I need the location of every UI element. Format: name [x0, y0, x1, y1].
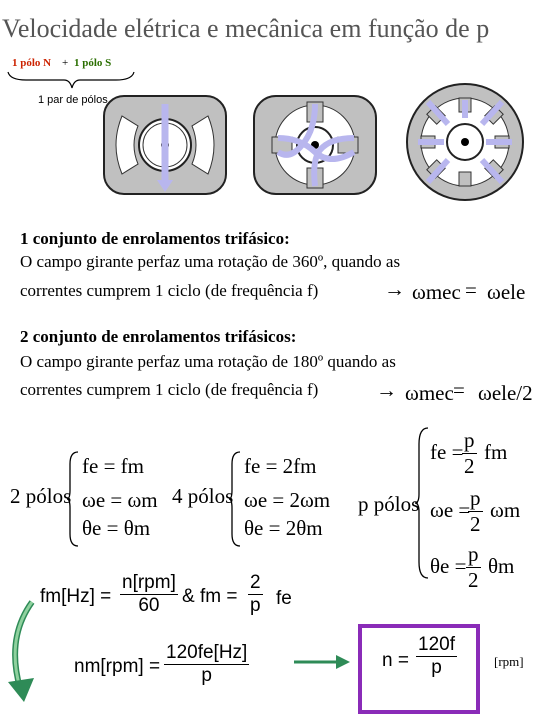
section1-omega-mec: ωmec [412, 280, 461, 304]
rpm-unit: [rpm] [494, 654, 524, 669]
section2-arrow-icon: → [376, 378, 397, 402]
box-num: 120f [418, 634, 455, 655]
p-poles-eq3-rhs: θm [488, 554, 515, 578]
page-title: Velocidade elétrica e mecânica em função de p [2, 14, 490, 43]
section1-heading: 1 conjunto de enrolamentos trifásico: [20, 229, 290, 248]
p-poles-eq3-lhs: θe = [430, 554, 467, 578]
section2-omega-ele: ωele/2 [478, 381, 533, 405]
right-arrow-icon [292, 652, 352, 672]
motor-four-poles [250, 90, 380, 200]
section1-arrow-icon: → [384, 277, 405, 301]
fm-frac [120, 572, 178, 617]
section2-omega-mec: ωmec [405, 381, 454, 405]
two-poles-eq1: fe = fm [82, 454, 144, 478]
p-poles-eq1-lhs: fe = [430, 440, 464, 464]
two-poles-eq3: θe = θm [82, 516, 151, 540]
nm-num: 120fe[Hz] [166, 642, 248, 663]
section2-line2: correntes cumprem 1 ciclo (de frequência f) [20, 380, 319, 399]
section2-line1: O campo girante perfaz uma rotação de 180º quando as [20, 352, 396, 371]
four-poles-label: 4 pólos [172, 484, 234, 508]
motor-two-poles [100, 90, 230, 200]
four-poles-brace [228, 450, 242, 548]
p-poles-eq1-num: p [464, 428, 475, 452]
fm-num2: 2 [250, 572, 261, 593]
section1-line2: correntes cumprem 1 ciclo (de frequência f) [20, 281, 319, 300]
pole-label-plus: + [62, 57, 69, 69]
section1-line1: O campo girante perfaz uma rotação de 360º, quando as [20, 252, 401, 271]
p-poles-eq2-den: 2 [470, 512, 481, 536]
fm-amp: & fm = [182, 586, 238, 607]
motor-six-poles [398, 80, 532, 204]
two-poles-brace [66, 450, 80, 548]
section1-omega-ele: ωele [487, 280, 526, 304]
two-poles-label: 2 pólos [10, 484, 72, 508]
box-den: p [431, 657, 442, 678]
p-poles-eq3-num: p [468, 542, 479, 566]
section1-equals: = [465, 278, 477, 302]
p-poles-eq1-frac [462, 428, 477, 479]
fm-tail: fe [276, 588, 292, 609]
p-poles-brace [414, 426, 430, 580]
fm-num: n[rpm] [122, 572, 176, 593]
two-poles-eq2: ωe = ωm [82, 488, 158, 512]
box-lhs: n = [382, 650, 409, 671]
fm-den2: p [250, 595, 261, 616]
p-poles-eq2-lhs: ωe = [430, 498, 471, 522]
nm-frac [164, 642, 249, 687]
p-poles-eq2-num: p [470, 486, 481, 510]
nm-den: p [201, 665, 212, 686]
p-poles-eq3-frac [466, 542, 481, 593]
pole-label-s: 1 pólo S [74, 57, 112, 69]
four-poles-eq1: fe = 2fm [244, 454, 317, 478]
pair-label: 1 par de pólos [38, 94, 108, 106]
fm-lhs: fm[Hz] = [40, 586, 112, 607]
box-frac [416, 634, 457, 679]
p-poles-eq1-rhs: fm [484, 440, 508, 464]
four-poles-eq3: θe = 2θm [244, 516, 323, 540]
section2-equals: = [453, 378, 465, 402]
pair-brace [6, 70, 136, 90]
p-poles-label: p pólos [358, 492, 420, 516]
p-poles-eq2-frac [468, 486, 483, 537]
section2-heading: 2 conjunto de enrolamentos trifásicos: [20, 327, 297, 346]
fm-den: 60 [138, 595, 160, 616]
green-curved-arrow-icon [2, 598, 52, 708]
pole-label-n: 1 pólo N [12, 57, 52, 69]
p-poles-eq2-rhs: ωm [490, 498, 521, 522]
p-poles-eq1-den: 2 [464, 454, 475, 478]
fm-frac2 [248, 572, 263, 617]
four-poles-eq2: ωe = 2ωm [244, 488, 331, 512]
p-poles-eq3-den: 2 [468, 568, 479, 592]
nm-lhs: nm[rpm] = [74, 656, 161, 677]
